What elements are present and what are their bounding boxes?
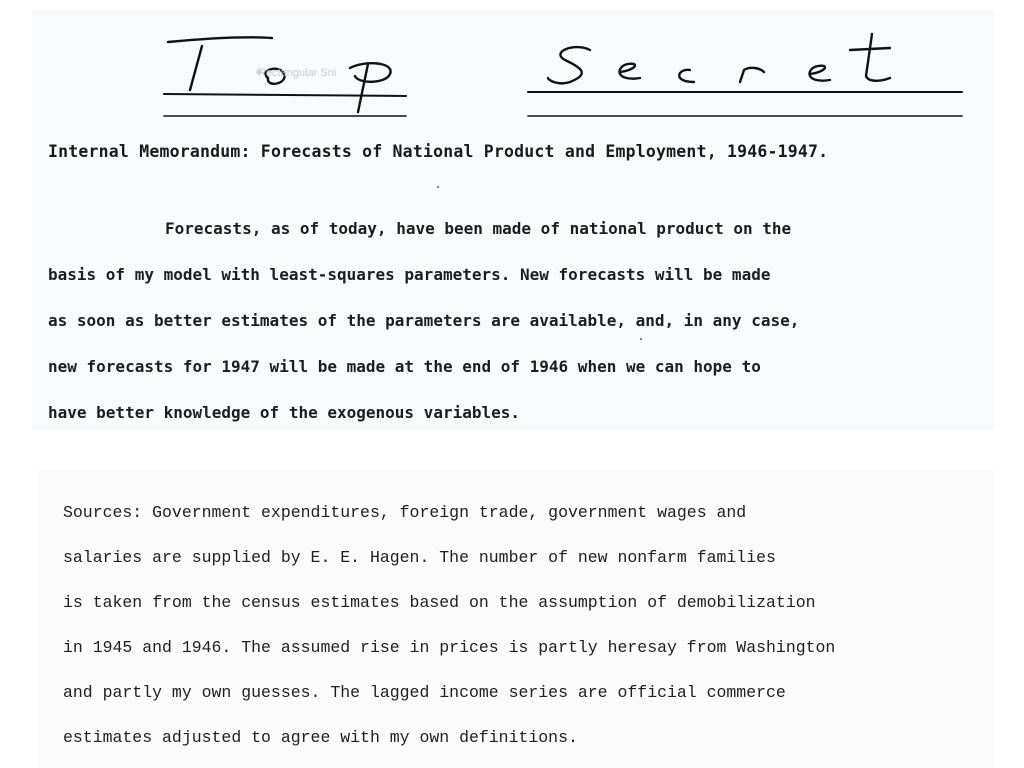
snipping-overlay-label: Rectangular Sni xyxy=(258,67,337,79)
sources-line: Sources: Government expenditures, foreign trade, government wages and xyxy=(63,503,747,522)
scan-speck xyxy=(640,338,642,340)
sources-line: and partly my own guesses. The lagged income series are official commerce xyxy=(63,683,786,702)
sources-line: salaries are supplied by E. E. Hagen. The number of new nonfarm families xyxy=(63,548,776,567)
memo-paragraph-line: new forecasts for 1947 will be made at the end of 1946 when we can hope to xyxy=(48,357,761,376)
memo-paragraph-line: have better knowledge of the exogenous variables. xyxy=(48,403,521,422)
memo-paragraph xyxy=(48,206,799,436)
sources-line: in 1945 and 1946. The assumed rise in prices is partly heresay from Washington xyxy=(63,638,836,657)
sources-line: estimates adjusted to agree with my own definitions. xyxy=(63,728,578,747)
memo-paragraph-line: as soon as better estimates of the parameters are available, and, in any case, xyxy=(48,311,800,330)
scan-speck xyxy=(437,186,439,188)
sources-line: is taken from the census estimates based on the assumption of demobilization xyxy=(63,593,816,612)
memo-paragraph-line: Forecasts, as of today, have been made of national product on the xyxy=(165,219,792,238)
memo-heading: Internal Memorandum: Forecasts of National Product and Employment, 1946-1947. xyxy=(48,142,829,161)
memo-paragraph-line: basis of my model with least-squares parameters. New forecasts will be made xyxy=(48,265,771,284)
sources-note xyxy=(63,490,835,760)
